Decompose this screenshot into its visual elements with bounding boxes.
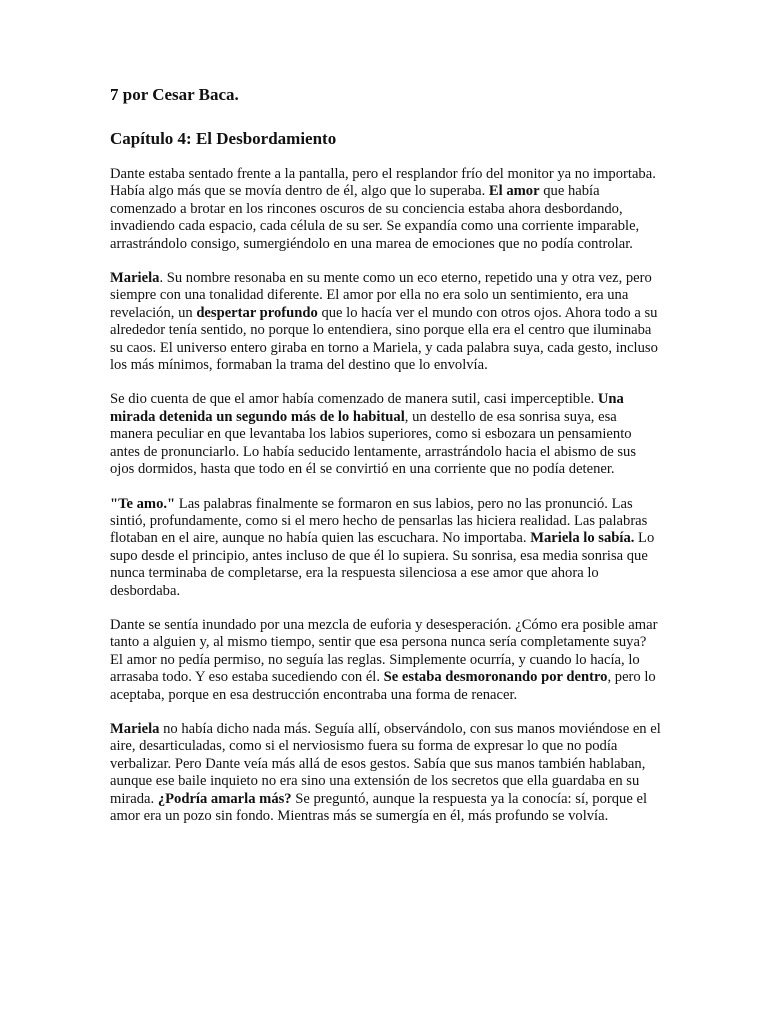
bold-text-segment: Mariela lo sabía.	[530, 530, 635, 547]
paragraph	[110, 391, 662, 478]
text-segment: Dante se sentía inundado por una mezcla de euforia y desesperación. ¿Cómo era posible amar tanto a alguien y, al mismo tiempo, sentir que esa persona nunca sería completamente suya? El amor no pedía permiso, no seguía las reglas. Simplemente ocurría, y cuando lo hacía, lo arrasaba todo. Y eso estaba sucediendo con él.	[110, 616, 658, 686]
text-segment: Lo supo desde el principio, antes incluso de que él lo supiera. Su sonrisa, esa media sonrisa que nunca terminaba de completarse, era la respuesta silenciosa a ese amor que ahora lo desbordaba.	[110, 530, 655, 599]
paragraph	[110, 496, 662, 600]
text-segment: no había dicho nada más. Seguía allí, observándolo, con sus manos moviéndose en el aire, desarticuladas, como si el nerviosismo fuera su forma de expresar lo que no podía verbalizar. Pero Dante veía más allá de esos gestos. Sabía que sus manos también hablaban, aunque ese baile inquieto no era sino una extensión de los secretos que ella guardaba en su mirada.	[110, 720, 661, 807]
text-segment: , pero lo aceptaba, porque en esa destrucción encontraba una forma de renacer.	[110, 669, 656, 703]
text-segment: Dante estaba sentado frente a la pantalla, pero el resplandor frío del monitor ya no importaba. Había algo más que se movía dentro de él, algo que lo superaba.	[110, 166, 656, 200]
paragraph	[110, 617, 662, 704]
paragraph	[110, 166, 662, 253]
paragraph	[110, 721, 662, 825]
bold-text-segment: Mariela	[110, 270, 160, 287]
text-segment: Se dio cuenta de que el amor había comenzado de manera sutil, casi imperceptible.	[110, 391, 598, 408]
bold-text-segment: "Te amo."	[110, 495, 176, 512]
text-segment: Se preguntó, aunque la respuesta ya la conocía: sí, porque el amor era un pozo sin fondo. Mientras más se sumergía en él, más profundo se volvía.	[110, 790, 647, 824]
bold-text-segment: despertar profundo	[196, 304, 318, 321]
bold-text-segment: Mariela	[110, 720, 160, 737]
bold-text-segment: Una mirada detenida un segundo más de lo habitual	[110, 391, 624, 425]
document-title: 7 por Cesar Baca.	[110, 85, 239, 104]
chapter-title: Capítulo 4: El Desbordamiento	[110, 129, 337, 148]
chapter-body	[110, 166, 662, 825]
bold-text-segment: Se estaba desmoronando por dentro	[383, 669, 608, 686]
bold-text-segment: El amor	[488, 183, 540, 200]
bold-text-segment: ¿Podría amarla más?	[157, 790, 292, 807]
text-segment: , un destello de esa sonrisa suya, esa manera peculiar en que levantaba los labios superiores, como si esbozara un pensamiento antes de pronunciarlo. Lo había seducido lentamente, arrastrándolo hacia el abismo de sus ojos dormidos, hasta que todo en él se convirtió en una corriente que no podía detener.	[110, 408, 637, 478]
paragraph	[110, 270, 662, 374]
document-page	[110, 84, 662, 842]
text-segment: que lo hacía ver el mundo con otros ojos. Ahora todo a su alrededor tenía sentido, no porque lo entendiera, sino porque ella era el centro que iluminaba su caos. El universo entero giraba en torno a Mariela, y cada palabra suya, cada gesto, incluso los más mínimos, formaban la trama del destino que lo envolvía.	[110, 304, 658, 374]
text-segment: . Su nombre resonaba en su mente como un eco eterno, repetido una y otra vez, pero siempre con una tonalidad diferente. El amor por ella no era solo un sentimiento, era una revelación, un	[110, 270, 652, 321]
text-segment: que había comenzado a brotar en los rincones oscuros de su conciencia estaba ahora desbordando, invadiendo cada espacio, cada célula de su ser. Se expandía como una corriente imparable, arrastrándolo consigo, sumergiéndolo en una marea de emociones que no podía controlar.	[110, 183, 640, 252]
text-segment: Las palabras finalmente se formaron en sus labios, pero no las pronunció. Las sintió, profundamente, como si el mero hecho de pensarlas las hiciera realidad. Las palabras flotaban en el aire, aunque no había quien las escuchara. No importaba.	[110, 495, 648, 547]
